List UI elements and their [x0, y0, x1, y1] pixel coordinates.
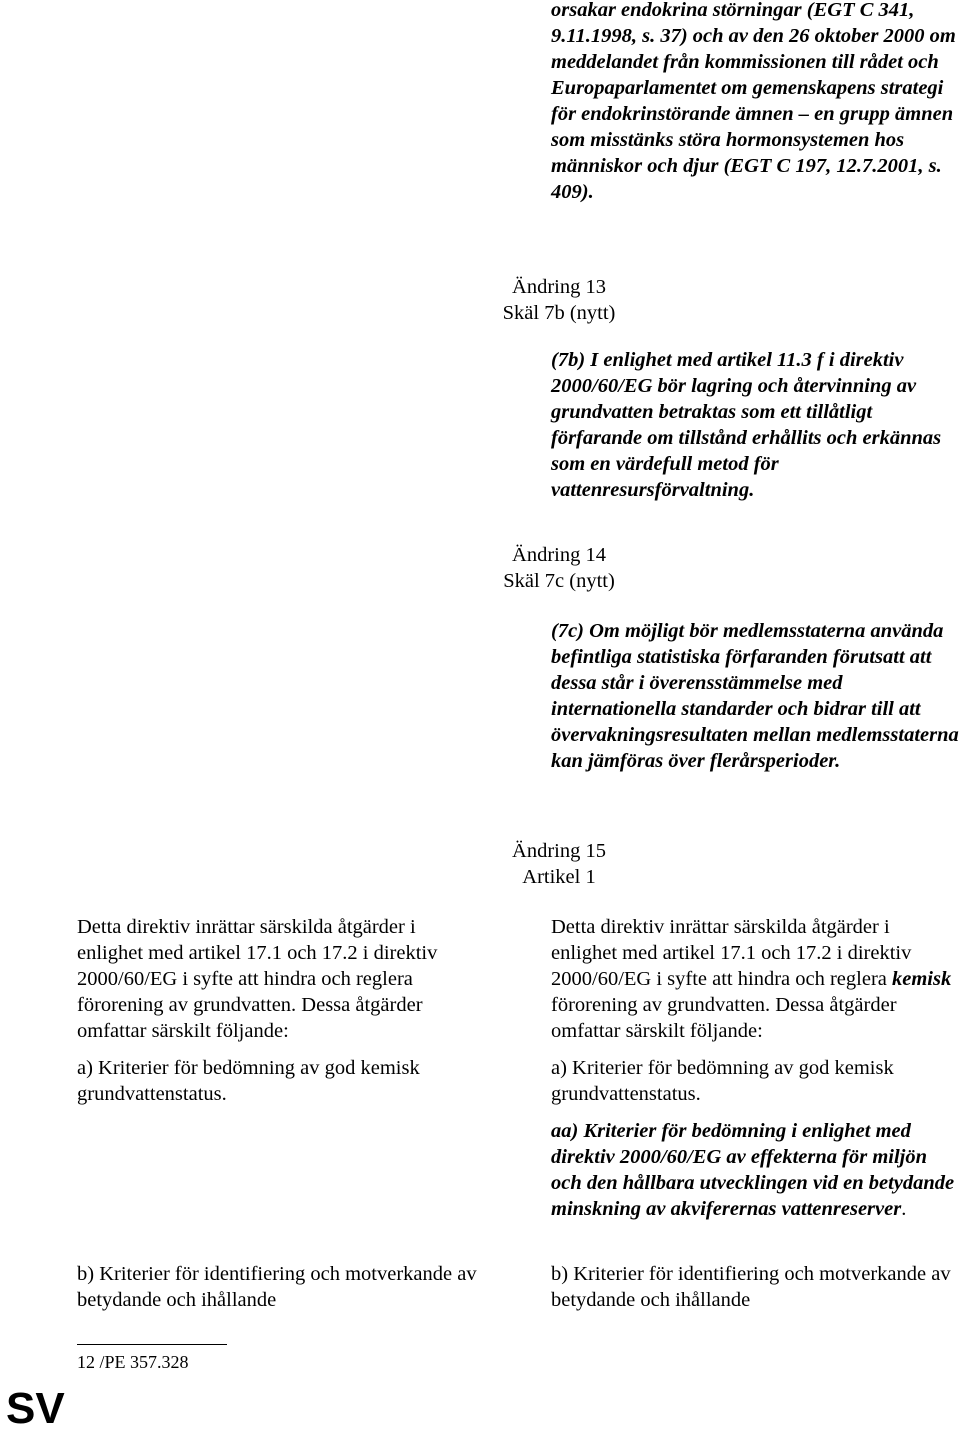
amendment-15-header	[400, 838, 718, 890]
amendment-13-heading: Ändring 13	[512, 276, 606, 298]
amendment-13-amended-text: (7b) I enlighet med artikel 11.3 f i direktiv 2000/60/EG bör lagring och återvinning av grundvatten betraktas som ett tillåtligt förfarande om tillstånd erhållits och erkännas som en värdefull metod för vattenresursförvaltning.	[551, 349, 942, 501]
amended-p1-before: Detta direktiv inrättar särskilda åtgärder i enlighet med artikel 17.1 och 17.2 i direktiv 2000/60/EG i syfte att hindra och reglera	[551, 916, 912, 990]
language-code: SV	[6, 1384, 65, 1433]
amended-p1-inserted-word: kemisk	[892, 968, 952, 990]
continued-recital-text: orsakar endokrina störningar (EGT C 341, 9.11.1998, s. 37) och av den 26 oktober 2000 om meddelandet från kommissionen till rådet och Europaparlamentet om gemenskapens strategi för endokrinstörande ämnen – en grupp ämnen som misstänks störa hormonsystemen hos människor och djur (EGT C 197, 12.7.2001, s. 409).	[551, 0, 956, 203]
amended-point-a: a) Kriterier för bedömning av god kemisk grundvattenstatus.	[551, 1057, 894, 1105]
amended-article-1-paragraph	[551, 914, 960, 1044]
amended-point-aa-text: aa) Kriterier för bedömning i enlighet med direktiv 2000/60/EG av effekterna för miljön och den hållbara utvecklingen vid en betydande minskning av akviferernas vattenreserver	[551, 1120, 955, 1220]
amendment-14-amended-text: (7c) Om möjligt bör medlemsstaterna använda befintliga statistiska förfaranden förutsatt att dessa står i överensstämmelse med internationella standarder och bidrar till att övervakningsresultaten mellan medlemsstaterna kan jämföras över flerårsperioder.	[551, 620, 959, 772]
amended-p1-after: förorening av grundvatten. Dessa åtgärder omfattar särskilt följande:	[551, 994, 897, 1042]
footer-divider	[77, 1344, 227, 1345]
amendment-14-header	[400, 542, 718, 594]
amendment-13-header	[400, 274, 718, 326]
original-point-a: a) Kriterier för bedömning av god kemisk grundvattenstatus.	[77, 1057, 420, 1105]
amendment-14-heading: Ändring 14	[512, 544, 606, 566]
amended-point-aa-end: .	[901, 1198, 907, 1220]
footer-page-reference: 12 /PE 357.328	[77, 1352, 189, 1372]
amended-point-b: b) Kriterier för identifiering och motverkande av betydande och ihållande	[551, 1263, 951, 1311]
original-point-b: b) Kriterier för identifiering och motverkande av betydande och ihållande	[77, 1263, 477, 1311]
amended-point-aa	[551, 1118, 960, 1222]
amendment-15-heading: Ändring 15	[512, 840, 606, 862]
original-article-1-paragraph: Detta direktiv inrättar särskilda åtgärder i enlighet med artikel 17.1 och 17.2 i direktiv 2000/60/EG i syfte att hindra och reglera förorening av grundvatten. Dessa åtgärder omfattar särskilt följande:	[77, 916, 438, 1042]
amendment-13-subheading: Skäl 7b (nytt)	[502, 302, 616, 324]
amendment-14-subheading: Skäl 7c (nytt)	[503, 570, 615, 592]
amendment-15-subheading: Artikel 1	[522, 866, 596, 888]
